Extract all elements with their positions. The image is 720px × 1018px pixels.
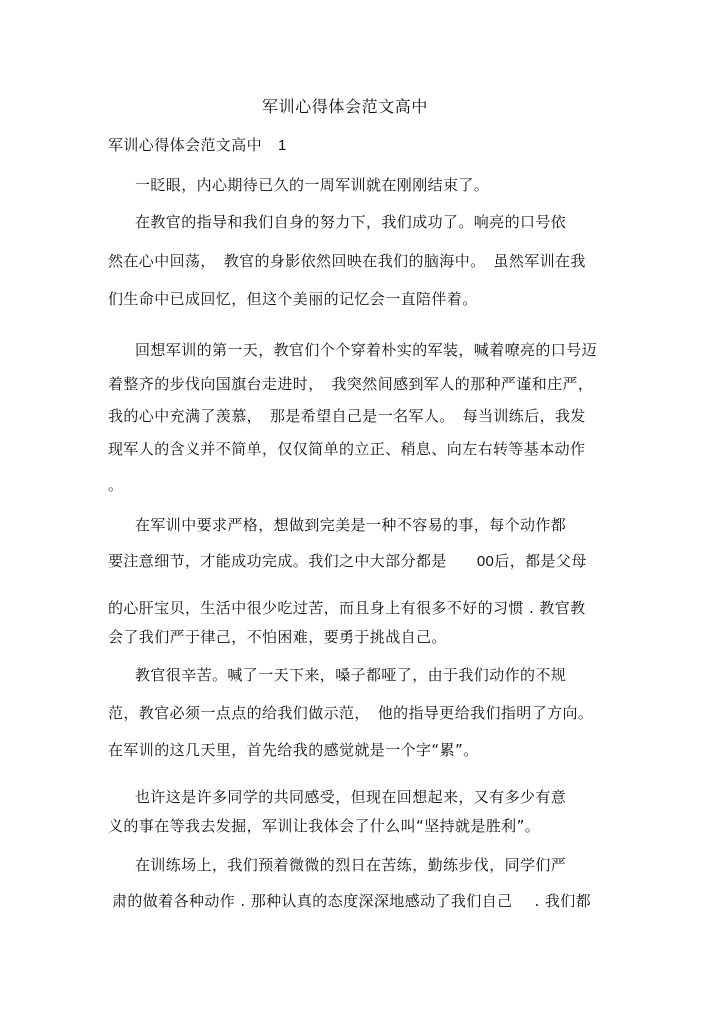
text-line: 然在心中回荡， 教官的身影依然回映在我们的脑海中。 虽然军训在我 [108, 252, 586, 270]
text-line [112, 891, 591, 911]
text-line: 在教官的指导和我们自身的努力下，我们成功了。响亮的口号依 [135, 213, 567, 231]
text-segment: . 我们都 [534, 892, 592, 910]
text-line: 们生命中已成回忆，但这个美丽的记忆会一直陪伴着。 [108, 290, 478, 308]
text-line: 教官很辛苦。喊了一天下来，嗓子都哑了，由于我们动作的不规 [135, 666, 567, 684]
text-line: 着整齐的步伐向国旗台走进时， 我突然间感到军人的那种严谨和庄严， [108, 375, 594, 393]
text-line: 在军训中要求严格，想做到完美是一种不容易的事，每个动作都 [135, 516, 567, 534]
document-title: 军训心得体会范文高中 [262, 97, 429, 116]
text-line [108, 551, 587, 572]
text-segment: 肃的做着各种动作 . 那种认真的态度深深地感动了我们自己 [112, 892, 513, 910]
text-line: 也许这是许多同学的共同感受，但现在回想起来，又有多少有意 [135, 788, 567, 806]
text-line: 在军训的这几天里，首先给我的感觉就是一个字“累”。 [108, 741, 479, 759]
text-line: 现军人的含义并不简单，仅仅简单的立正、稍息、向左右转等基本动作 [108, 440, 586, 458]
text-line: 。 [108, 476, 124, 494]
text-number: 00 [476, 553, 495, 570]
text-line: 范，教官必须一点点的给我们做示范， 他的指导更给我们指明了方向。 [108, 704, 594, 722]
text-line: 会了我们严于律己，不怕困难，要勇于挑战自己。 [108, 628, 447, 646]
section-heading-number: 1 [278, 137, 287, 154]
text-line: 一眨眼，内心期待已久的一周军训就在刚刚结束了。 [135, 176, 490, 194]
text-line: 在训练场上，我们预着微微的烈日在苦练，勤练步伐，同学们严 [135, 856, 567, 874]
text-line: 我的心中充满了羡慕， 那是希望自己是一名军人。 每当训练后，我发 [108, 407, 586, 425]
section-heading-text: 军训心得体会范文高中 [108, 136, 263, 154]
text-line: 回想军训的第一天，教官们个个穿着朴实的军装，喊着嘹亮的口号迈 [135, 341, 598, 359]
text-segment: 要注意细节，才能成功完成。我们之中大部分都是 [108, 552, 447, 570]
text-segment: 后，都是父母 [494, 552, 587, 570]
section-heading [108, 135, 287, 156]
text-line: 义的事在等我去发掘，军训让我体会了什么叫“坚持就是胜利”。 [108, 817, 541, 835]
text-line: 的心肝宝贝，生活中很少吃过苦，而且身上有很多不好的习惯 . 教官教 [108, 599, 586, 617]
